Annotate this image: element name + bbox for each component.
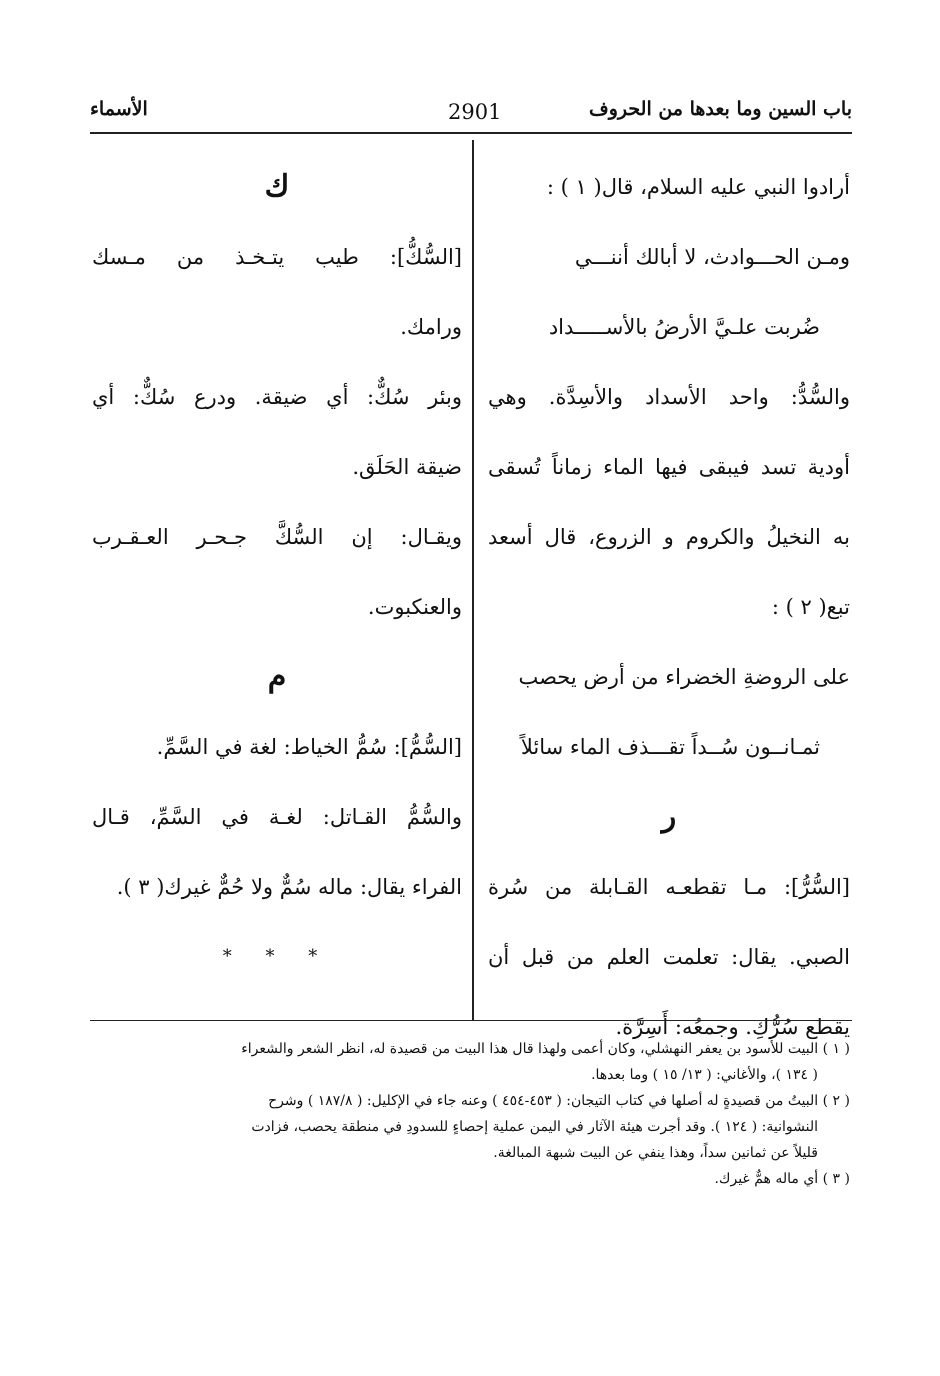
letter-heading: م [267, 659, 287, 694]
text-line: أرادوا النبي عليه السلام، قال( ١ ) : [546, 175, 850, 199]
verse-line: ثمـانــون سُــداً تقـــذف الماء سائلاً [520, 735, 820, 759]
text-line: تبع( ٢ ) : [771, 595, 850, 619]
text-line: وبئر سُكٌّ: أي ضيقة. ودرع سُكٌّ: أي [92, 385, 462, 409]
entry-line: [السُّكُّ]: طيب يتـخـذ من مـسك [92, 245, 462, 269]
footnote-1: ( ١ ) البيت للأسود بن يعفر النهشلي، وكان أعمى ولهذا قال هذا البيت من قصيدة له، انظر الشعر والشعراء [241, 1041, 850, 1057]
footnote-2: ( ٢ ) البيتُ من قصيدةٍ له أصلها في كتاب التيجان: ( ٤٥٣-٤٥٤ ) وعنه جاء في الإكليل: ( ١٨٧/٨ ) وشرح [268, 1093, 850, 1109]
entry-line: [السُّمُّ]: سُمُّ الخياط: لغة في السَّمِّ. [156, 735, 462, 759]
text-line: والسُّدُّ: واحد الأسداد والأسِدَّة. وهي [488, 385, 850, 409]
text-line: ورامك. [400, 315, 462, 339]
text-line: يقطع سُرُّكِ. وجمعُه: أَسِرَّة. [615, 1015, 850, 1039]
text-line: والعنكبوت. [367, 595, 462, 619]
footnote-3: ( ٣ ) أي ماله همٌّ غيرك. [714, 1171, 850, 1187]
footnotes [90, 1036, 850, 1192]
text-line: والسُّمُّ القـاتل: لغـة في السَّمِّ، قـال [92, 805, 462, 829]
page-number: 2901 [448, 100, 502, 124]
text-line: به النخيلُ والكروم و الزروع، قال أسعد [488, 525, 850, 549]
text-line: الفراء يقال: ماله سُمٌّ ولا حُمٌّ غيرك( ٣ ). [116, 875, 462, 899]
right-column [488, 165, 850, 1075]
verse-line: ومـن الحـــوادث، لا أبالك أننـــي [574, 245, 850, 269]
running-header-section: الأسماء [90, 98, 148, 120]
text-line: أودية تسد فيبقى فيها الماء زماناً تُسقى [488, 455, 850, 479]
text-line: ضيقة الحَلَق. [352, 455, 462, 479]
section-end-stars: * * * [222, 946, 332, 967]
verse-line: ضُربت علـيَّ الأرضُ بالأســـــداد [548, 315, 820, 339]
text-line: الصبي. يقال: تعلمت العلم من قبل أن [488, 945, 850, 969]
left-column [92, 165, 462, 1005]
footnote-2-continued: النشوانية: ( ١٢٤ ). وقد أجرت هيئة الآثار في اليمن عملية إحصاءٍ للسدودِ في منطقة يحصب، فزادت [251, 1119, 818, 1135]
letter-heading: ر [661, 799, 677, 834]
header-rule [90, 132, 852, 134]
column-divider [472, 140, 474, 1020]
footnote-1-continued: ( ١٣٤ )، والأغاني: ( ١٣/ ١٥ ) وما بعدها. [591, 1067, 818, 1083]
entry-line: [السُّرُّ]: مـا تقطعـه القـابلة من سُرة [488, 875, 850, 899]
footnote-rule [90, 1020, 852, 1021]
verse-line: على الروضةِ الخضراء من أرض يحصب [518, 665, 850, 689]
text-line: ويقـال: إن السُّكَّ جـحـر العـقـرب [92, 525, 462, 549]
letter-heading: ك [264, 169, 290, 204]
footnote-2-continued: قليلاً عن ثمانين سداً، وهذا ينفي عن البيت شبهة المبالغة. [493, 1145, 818, 1161]
running-header-chapter: باب السين وما بعدها من الحروف [589, 98, 852, 120]
